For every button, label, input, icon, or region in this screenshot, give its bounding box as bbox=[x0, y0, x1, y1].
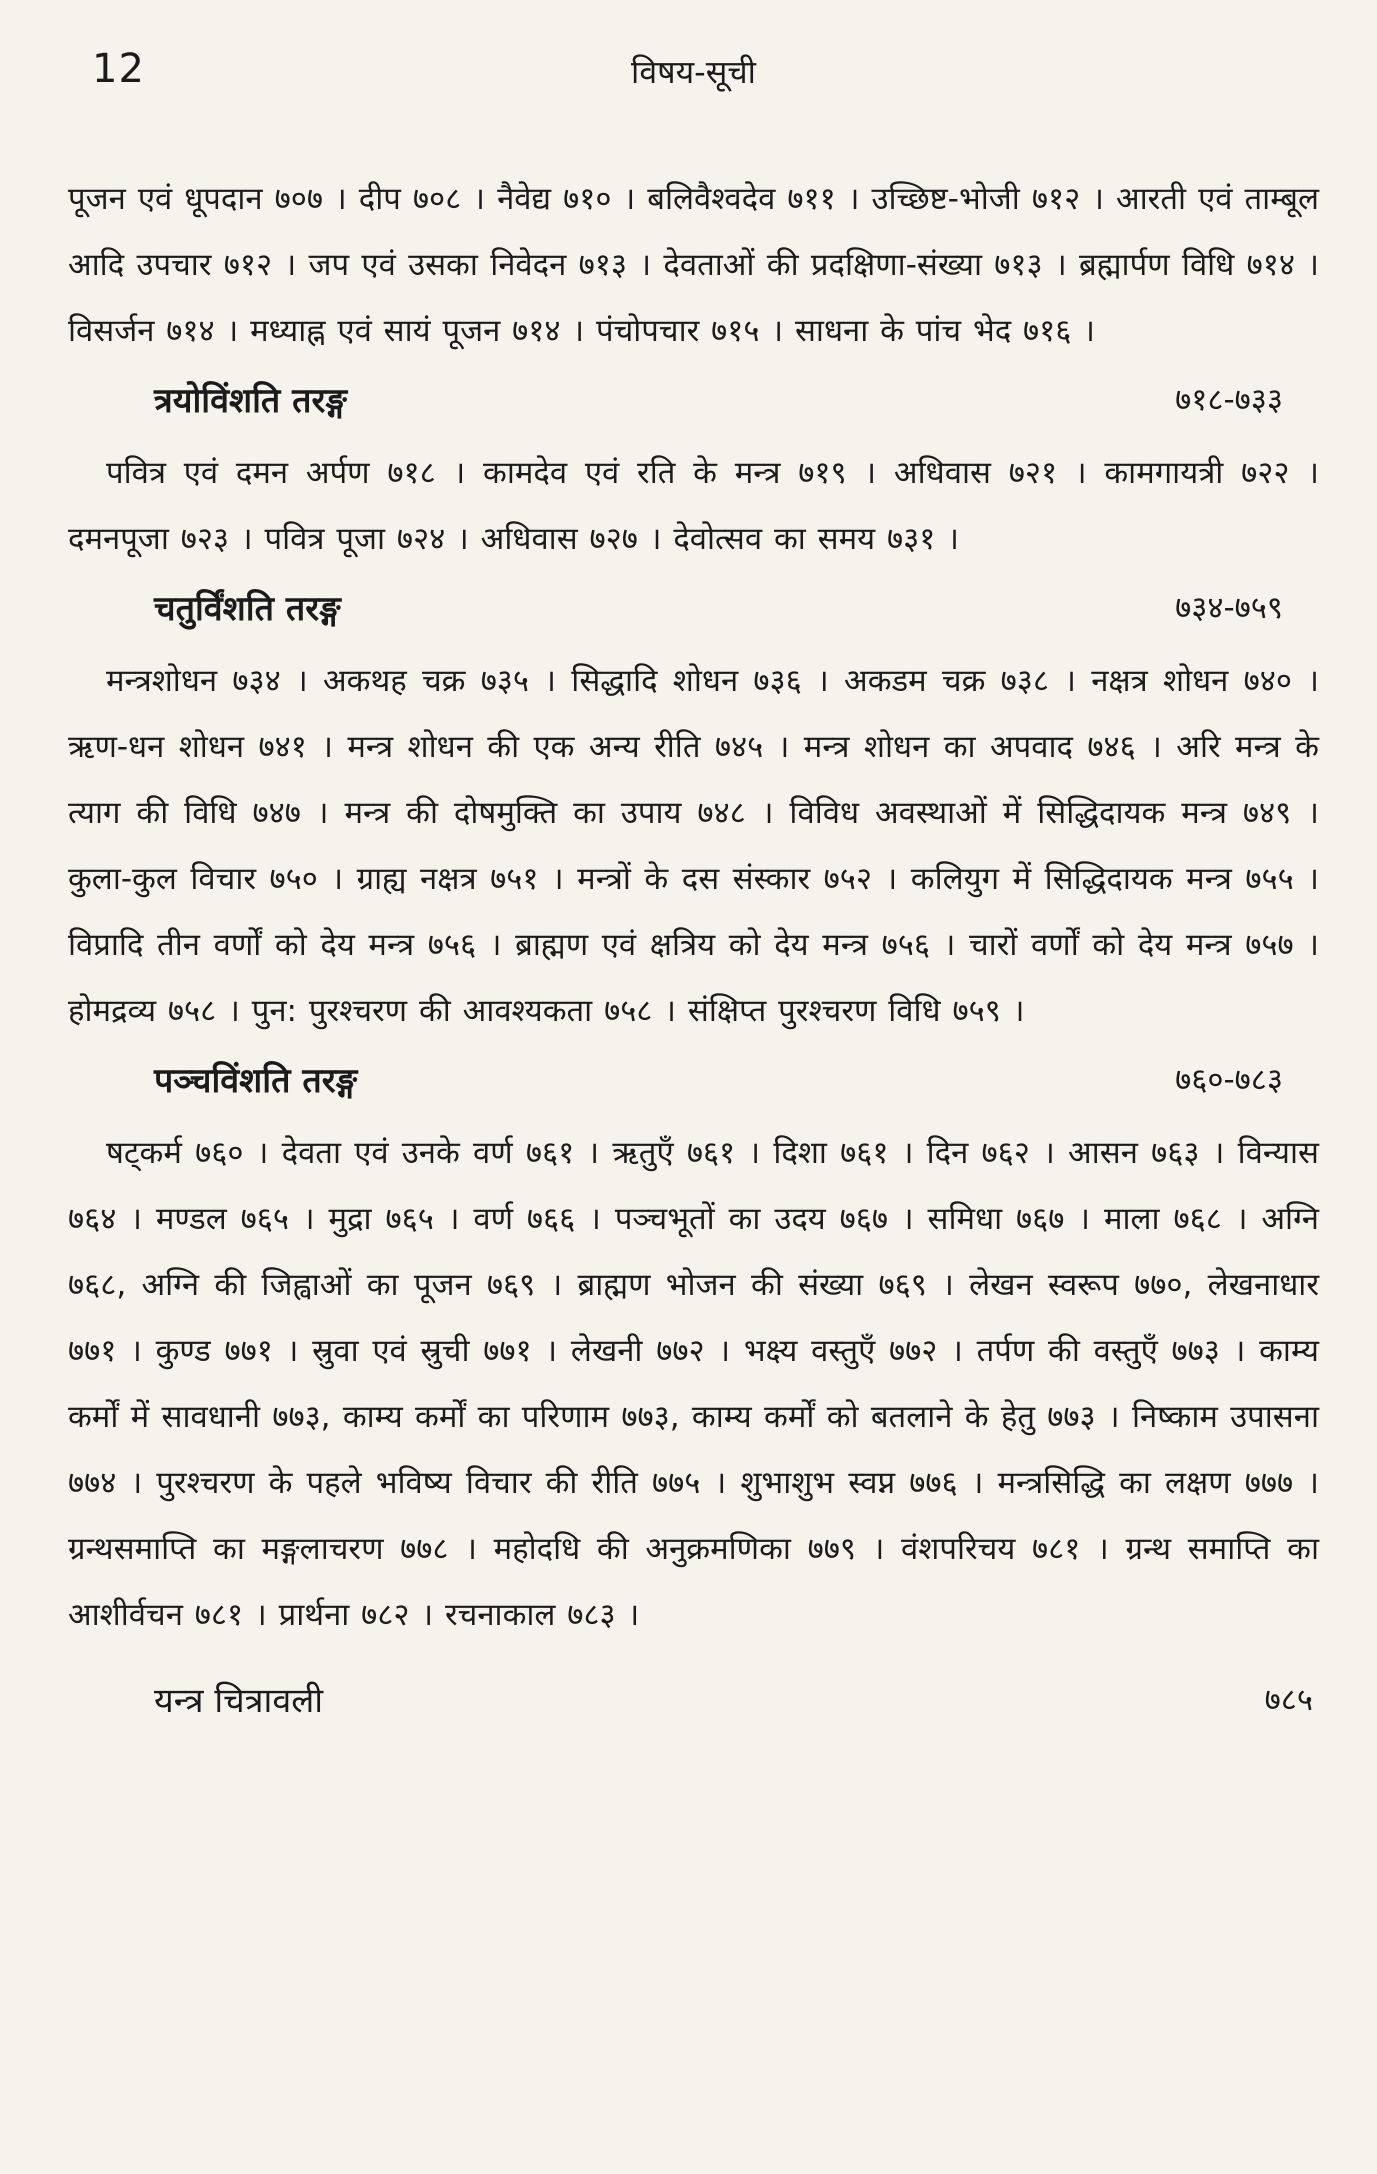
contents-body bbox=[68, 166, 1319, 1740]
section-page-range: ७६०-७८३ bbox=[1175, 1062, 1283, 1098]
appendix-title: यन्त्र चित्रावली bbox=[154, 1681, 324, 1721]
section-paragraph: षट्कर्म ७६० । देवता एवं उनके वर्ण ७६१ । ऋतुएँ ७६१ । दिशा ७६१ । दिन ७६२ । आसन ७६३ । विन्यास ७६४ । मण्डल ७६५ । मुद्रा ७६५ । वर्ण ७६६ । पञ्चभूतों का उदय ७६७ । समिधा ७६७ । माला ७६८ । अग्नि ७६८, अग्नि की जिह्वाओं का पूजन ७६९ । ब्राह्मण भोजन की संख्या ७६९ । लेखन स्वरूप ७७०, लेखनाधार ७७१ । कुण्ड ७७१ । स्रुवा एवं स्रुची ७७१ । लेखनी ७७२ । भक्ष्य वस्तुएँ ७७२ । तर्पण की वस्तुएँ ७७३ । काम्य कर्मों में सावधानी ७७३, काम्य कर्मों का परिणाम ७७३, काम्य कर्मों को बतलाने के हेतु ७७३ । निष्काम उपासना ७७४ । पुरश्चरण के पहले भविष्य विचार की रीति ७७५ । शुभाशुभ स्वप्न ७७६ । मन्त्रसिद्धि का लक्षण ७७७ । ग्रन्थसमाप्ति का मङ्गलाचरण ७७८ । महोदधि की अनुक्रमणिका ७७९ । वंशपरिचय ७८१ । ग्रन्थ समाप्ति का आशीर्वचन ७८१ । प्रार्थना ७८२ । रचनाकाल ७८३ । bbox=[68, 1135, 1319, 1633]
section-heading bbox=[68, 368, 1319, 440]
page-header bbox=[68, 40, 1319, 100]
section-heading bbox=[68, 1048, 1319, 1120]
section-heading bbox=[68, 576, 1319, 648]
section-page-range: ७१८-७३३ bbox=[1175, 382, 1283, 418]
appendix-heading bbox=[68, 1668, 1319, 1740]
section-title: चतुर्विंशति तरङ्ग bbox=[154, 589, 341, 629]
section-title: पञ्चविंशति तरङ्ग bbox=[154, 1061, 358, 1101]
intro-paragraph: पूजन एवं धूपदान ७०७ । दीप ७०८ । नैवेद्य ७१० । बलिवैश्वदेव ७११ । उच्छिष्ट-भोजी ७१२ । आरती एवं ताम्बूल आदि उपचार ७१२ । जप एवं उसका निवेदन ७१३ । देवताओं की प्रदक्षिणा-संख्या ७१३ । ब्रह्मार्पण विधि ७१४ । विसर्जन ७१४ । मध्याह्न एवं सायं पूजन ७१४ । पंचोपचार ७१५ । साधना के पांच भेद ७१६ । bbox=[68, 181, 1319, 349]
section-paragraph: मन्त्रशोधन ७३४ । अकथह चक्र ७३५ । सिद्धादि शोधन ७३६ । अकडम चक्र ७३८ । नक्षत्र शोधन ७४० । ऋण-धन शोधन ७४१ । मन्त्र शोधन की एक अन्य रीति ७४५ । मन्त्र शोधन का अपवाद ७४६ । अरि मन्त्र के त्याग की विधि ७४७ । मन्त्र की दोषमुक्ति का उपाय ७४८ । विविध अवस्थाओं में सिद्धिदायक मन्त्र ७४९ । कुला-कुल विचार ७५० । ग्राह्य नक्षत्र ७५१ । मन्त्रों के दस संस्कार ७५२ । कलियुग में सिद्धिदायक मन्त्र ७५५ । विप्रादि तीन वर्णों को देय मन्त्र ७५६ । ब्राह्मण एवं क्षत्रिय को देय मन्त्र ७५६ । चारों वर्णों को देय मन्त्र ७५७ । होमद्रव्य ७५८ । पुन: पुरश्चरण की आवश्यकता ७५८ । संक्षिप्त पुरश्चरण विधि ७५९ । bbox=[68, 663, 1319, 1029]
section-page-range: ७३४-७५९ bbox=[1175, 590, 1283, 626]
section-title: त्रयोविंशति तरङ्ग bbox=[154, 381, 347, 421]
running-title: विषय-सूची bbox=[631, 53, 756, 91]
appendix-page: ७८५ bbox=[1264, 1682, 1313, 1718]
section-paragraph: पवित्र एवं दमन अर्पण ७१८ । कामदेव एवं रति के मन्त्र ७१९ । अधिवास ७२१ । कामगायत्री ७२२ । दमनपूजा ७२३ । पवित्र पूजा ७२४ । अधिवास ७२७ । देवोत्सव का समय ७३१ । bbox=[68, 455, 1319, 557]
page-number: 12 bbox=[92, 46, 145, 92]
